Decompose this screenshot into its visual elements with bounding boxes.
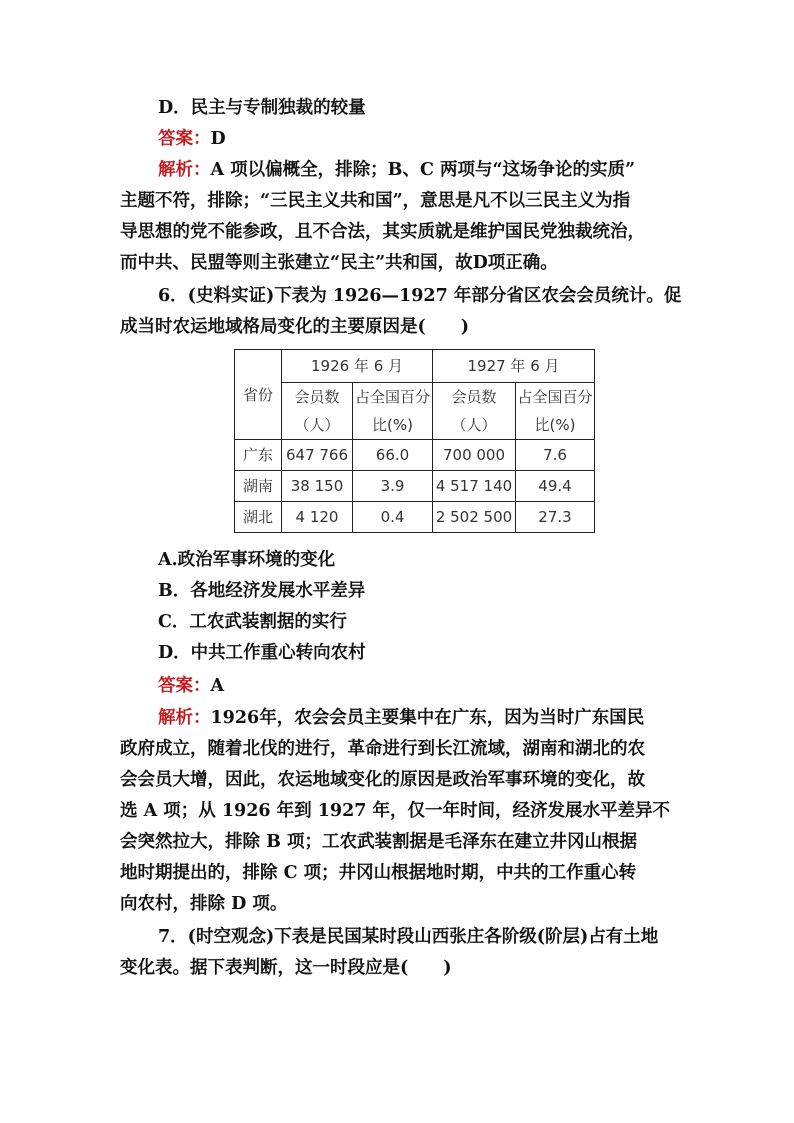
q6-analysis-line-1 [158, 707, 676, 729]
q6-stem-line-2: 成当时农运地域格局变化的主要原因是( ) [120, 317, 470, 337]
q5-answer-label: 答案： [158, 129, 211, 149]
percent-1926-cell: 0.4 [353, 502, 433, 533]
province-header: 省份 [235, 350, 282, 440]
q6-answer-label: 答案： [158, 676, 211, 696]
q5-analysis-label: 解析： [158, 160, 211, 180]
table-row [235, 440, 595, 471]
q6-analysis-line-3: 会会员大增，因此，农运地域变化的原因是政治军事环境的变化，故 [120, 770, 645, 790]
province-cell: 广东 [235, 440, 282, 471]
q6-option-d: D．中共工作重心转向农村 [158, 643, 366, 663]
q5-answer [158, 128, 676, 150]
period-1926-header: 1926 年 6 月 [282, 350, 433, 383]
q7-stem-line-1: 7．(时空观念)下表是民国某时段山西张庄各阶级(阶层)占有土地 [158, 927, 659, 947]
table-row [235, 471, 595, 502]
percent-1926-cell: 3.9 [353, 471, 433, 502]
q5-option-d: D．民主与专制独裁的较量 [158, 98, 366, 118]
q6-option-b: B．各地经济发展水平差异 [158, 581, 366, 601]
q5-analysis-line-4: 而中共、民盟等则主张建立“民主”共和国，故D项正确。 [120, 253, 558, 273]
q6-analysis-line-6: 地时期提出的，排除 C 项；井冈山根据地时期，中共的工作重心转 [120, 863, 637, 883]
q5-answer-value: D [210, 129, 226, 149]
table-subheader-row [235, 383, 595, 440]
percent-1927-header: 占全国百分比(%) [516, 383, 595, 440]
members-1926-cell: 647 766 [282, 440, 353, 471]
members-1927-header: 会员数（人） [433, 383, 516, 440]
q6-analysis-line-5: 会突然拉大，排除 B 项；工农武装割据是毛泽东在建立井冈山根据 [120, 832, 637, 852]
percent-1927-cell: 49.4 [516, 471, 595, 502]
q6-analysis-line-2: 政府成立，随着北伐的进行，革命进行到长江流域，湖南和湖北的农 [120, 739, 645, 759]
q6-farmer-association-table [234, 349, 595, 533]
province-cell: 湖南 [235, 471, 282, 502]
province-cell: 湖北 [235, 502, 282, 533]
percent-1927-cell: 27.3 [516, 502, 595, 533]
members-1926-cell: 38 150 [282, 471, 353, 502]
q6-analysis-label: 解析： [158, 708, 211, 728]
members-1926-cell: 4 120 [282, 502, 353, 533]
q6-analysis-line-4: 选 A 项；从 1926 年到 1927 年，仅一年时间，经济发展水平差异不 [120, 801, 671, 821]
q5-analysis-line-3: 导思想的党不能参政，且不合法，其实质就是维护国民党独裁统治， [120, 222, 645, 242]
q6-analysis-line-7: 向农村，排除 D 项。 [120, 894, 288, 914]
q5-analysis-line-1 [158, 159, 676, 181]
q5-analysis-line-2: 主题不符，排除；“三民主义共和国”，意思是凡不以三民主义为指 [120, 191, 631, 211]
members-1926-header: 会员数（人） [282, 383, 353, 440]
q6-option-a: A.政治军事环境的变化 [158, 550, 336, 570]
table-header-row [235, 350, 595, 383]
q6-analysis-text-1: 1926年，农会会员主要集中在广东，因为当时广东国民 [210, 708, 645, 728]
q7-stem-line-2: 变化表。据下表判断，这一时段应是( ) [120, 958, 452, 978]
percent-1926-header: 占全国百分比(%) [353, 383, 433, 440]
q6-stem-line-1: 6．(史料实证)下表为 1926—1927 年部分省区农会会员统计。促 [158, 286, 682, 306]
members-1927-cell: 2 502 500 [433, 502, 516, 533]
q6-answer [158, 675, 676, 697]
q5-analysis-text-1: A 项以偏概全，排除；B、C 两项与“这场争论的实质” [210, 160, 636, 180]
q6-answer-value: A [210, 676, 225, 696]
percent-1927-cell: 7.6 [516, 440, 595, 471]
members-1927-cell: 700 000 [433, 440, 516, 471]
period-1927-header: 1927 年 6 月 [433, 350, 595, 383]
table-row [235, 502, 595, 533]
members-1927-cell: 4 517 140 [433, 471, 516, 502]
q6-option-c: C．工农武装割据的实行 [158, 612, 347, 632]
percent-1926-cell: 66.0 [353, 440, 433, 471]
